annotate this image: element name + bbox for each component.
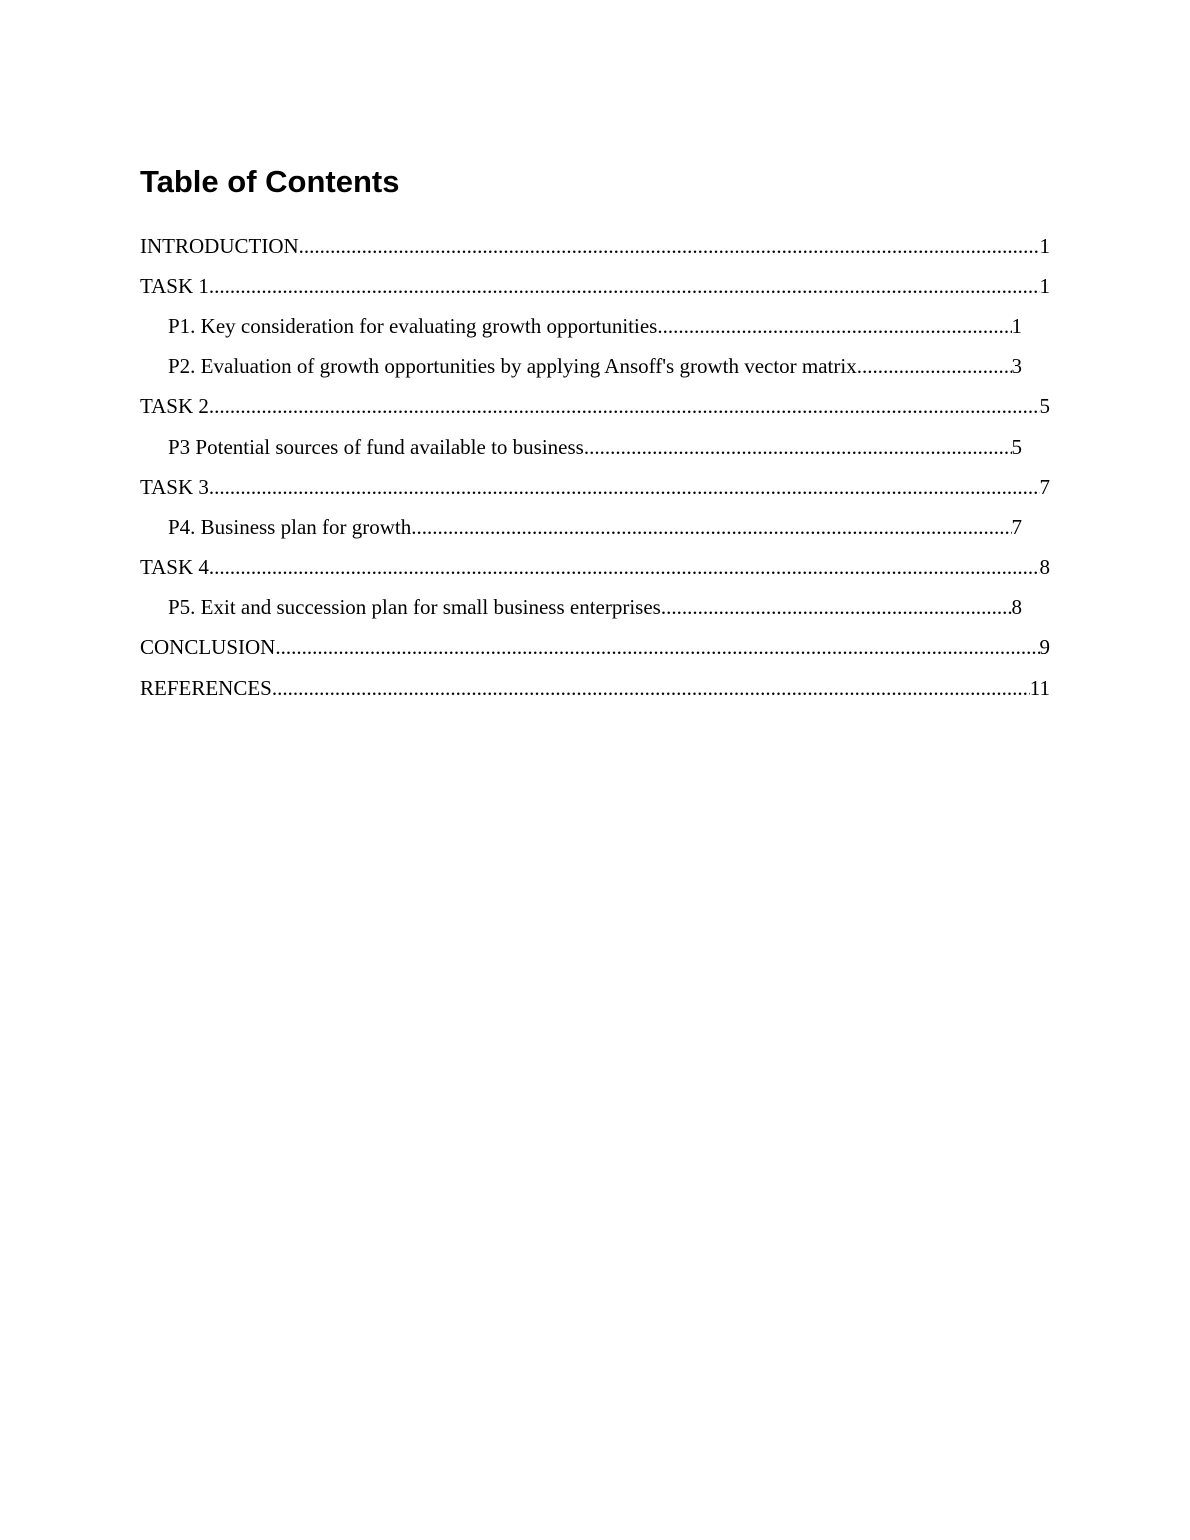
toc-entry-page: 11	[1029, 675, 1050, 700]
toc-entry-task-4[interactable]	[140, 548, 1050, 588]
toc-entry-page: 3	[1011, 354, 1022, 379]
toc-entry-p5[interactable]	[168, 588, 1022, 628]
toc-entry-title: P2. Evaluation of growth opportunities by applying Ansoff's growth vector matrix	[168, 354, 857, 379]
toc-entry-task-3[interactable]	[140, 467, 1050, 507]
toc-entry-p2[interactable]	[168, 347, 1022, 387]
toc-entry-title: TASK 1	[140, 273, 209, 298]
toc-entry-page: 7	[1011, 514, 1022, 539]
toc-entry-page: 1	[1039, 233, 1050, 258]
toc-dot-leader	[661, 595, 1012, 620]
toc-entry-page: 8	[1039, 555, 1050, 580]
toc-entry-references[interactable]	[140, 668, 1050, 708]
toc-entry-title: P3 Potential sources of fund available to business	[168, 434, 584, 459]
toc-entry-title: INTRODUCTION	[140, 233, 299, 258]
toc-dot-leader	[657, 314, 1011, 339]
toc-entry-title: TASK 2	[140, 394, 209, 419]
toc-dot-leader	[857, 354, 1012, 379]
toc-entry-page: 1	[1011, 313, 1022, 338]
toc-entry-p1[interactable]	[168, 306, 1022, 346]
toc-entry-task-1[interactable]	[140, 266, 1050, 306]
toc-dot-leader	[584, 435, 1012, 460]
toc-entry-page: 5	[1011, 434, 1022, 459]
toc-entry-task-2[interactable]	[140, 387, 1050, 427]
toc-entry-page: 7	[1039, 474, 1050, 499]
toc-entry-title: TASK 4	[140, 555, 209, 580]
toc-entry-title: TASK 3	[140, 474, 209, 499]
toc-entry-p3[interactable]	[168, 427, 1022, 467]
toc-dot-leader	[209, 394, 1040, 419]
toc-entry-page: 9	[1039, 635, 1050, 660]
toc-dot-leader	[299, 234, 1040, 259]
toc-entry-title: P1. Key consideration for evaluating growth opportunities	[168, 313, 658, 338]
toc-list	[140, 226, 1050, 708]
toc-entry-page: 5	[1039, 394, 1050, 419]
toc-dot-leader	[209, 475, 1040, 500]
toc-entry-title: P5. Exit and succession plan for small business enterprises	[168, 595, 661, 620]
toc-dot-leader	[411, 515, 1011, 540]
toc-entry-title: REFERENCES	[140, 675, 272, 700]
toc-heading: Table of Contents	[140, 164, 400, 199]
toc-entry-introduction[interactable]	[140, 226, 1050, 266]
toc-dot-leader	[272, 676, 1030, 701]
toc-entry-conclusion[interactable]	[140, 628, 1050, 668]
toc-entry-title: CONCLUSION	[140, 635, 276, 660]
toc-entry-page: 8	[1011, 595, 1022, 620]
toc-entry-title: P4. Business plan for growth	[168, 514, 412, 539]
toc-entry-p4[interactable]	[168, 507, 1022, 547]
toc-entry-page: 1	[1039, 273, 1050, 298]
toc-dot-leader	[209, 274, 1040, 299]
toc-dot-leader	[275, 635, 1039, 660]
toc-dot-leader	[209, 555, 1040, 580]
